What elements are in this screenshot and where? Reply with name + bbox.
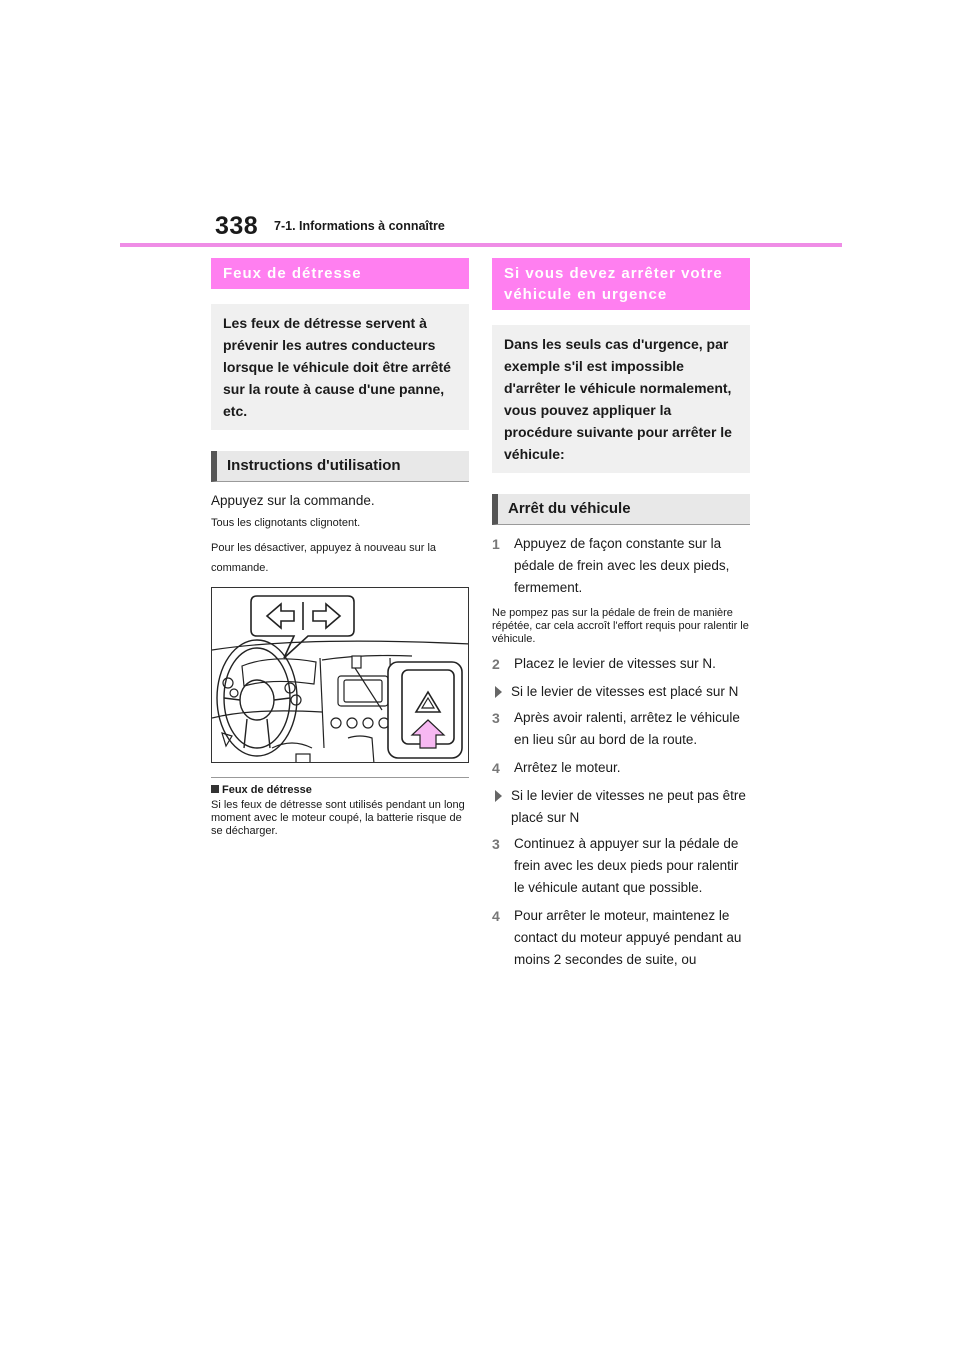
note-divider: [211, 777, 469, 778]
header-rule: [120, 243, 842, 247]
step-4b: [492, 905, 750, 971]
step-2: [492, 653, 750, 675]
condition-triangle-icon: [495, 686, 502, 698]
deactivate-text: Pour les désactiver, appuyez à nouveau sur la commande.: [211, 542, 437, 574]
note-square-icon: [211, 785, 219, 793]
emergency-section-title: Si vous devez arrêter votre véhicule en urgence: [492, 258, 750, 310]
stop-vehicle-title: Arrêt du véhicule: [492, 494, 750, 525]
blink-text: Tous les clignotants clignotent.: [211, 517, 361, 529]
step-number: 3: [492, 836, 500, 852]
hazard-section-title: Feux de détresse: [211, 258, 469, 289]
step-text: Placez le levier de vitesses sur N.: [514, 656, 716, 671]
condition-1: [492, 681, 750, 703]
instrument-cluster: [223, 659, 316, 705]
step-3b: [492, 833, 750, 899]
hazard-switch-illustration: [211, 587, 469, 763]
hazard-lead-box: Les feux de détresse servent à prévenir les autres conducteurs lorsque le véhicule doit être arrêté sur la route à cause d'une panne, etc.: [211, 304, 469, 430]
condition-text: Si le levier de vitesses ne peut pas être placé sur N: [511, 788, 746, 825]
press-text: Appuyez sur la commande.: [211, 493, 375, 508]
step-1-note: Ne pompez pas sur la pédale de frein de manière répétée, car cela accroît l'effort requis pour ralentir le véhicule.: [492, 607, 749, 645]
steering-wheel: [217, 640, 297, 756]
instructions-title: Instructions d'utilisation: [211, 451, 469, 482]
step-text: Pour arrêter le moteur, maintenez le contact du moteur appuyé pendant au moins 2 secondes de suite, ou: [514, 908, 742, 967]
step-text: Appuyez de façon constante sur la pédale de frein avec les deux pieds, fermement.: [514, 536, 730, 595]
step-text: Continuez à appuyer sur la pédale de frein avec les deux pieds pour ralentir le véhicule autant que possible.: [514, 836, 739, 895]
note-title-text: Feux de détresse: [222, 784, 312, 796]
note-text: Si les feux de détresse sont utilisés pendant un long moment avec le moteur coupé, la batterie risque de se décharger.: [211, 799, 465, 837]
step-4a: [492, 757, 750, 779]
condition-text: Si le levier de vitesses est placé sur N: [511, 684, 739, 699]
emergency-lead-box: Dans les seuls cas d'urgence, par exemple s'il est impossible d'arrêter le véhicule normalement, vous pouvez appliquer la procédure suivante pour arrêter le véhicule:: [492, 325, 750, 473]
step-3a: [492, 707, 750, 751]
right-column: [492, 258, 750, 971]
step-text: Arrêtez le moteur.: [514, 760, 621, 775]
step-number: 1: [492, 536, 500, 552]
dash-hazard-switch: [352, 656, 361, 668]
step-text: Après avoir ralenti, arrêtez le véhicule en lieu sûr au bord de la route.: [514, 710, 740, 747]
step-number: 4: [492, 908, 500, 924]
note-heading: [211, 784, 469, 797]
dashboard-drawing: [212, 588, 469, 763]
step-1: [492, 533, 750, 599]
hazard-switch-callout: [388, 662, 462, 758]
chapter-title: 7-1. Informations à connaître: [274, 219, 445, 233]
step-number: 2: [492, 656, 500, 672]
step-number: 4: [492, 760, 500, 776]
condition-triangle-icon: [495, 790, 502, 802]
page-number: 338: [215, 212, 259, 240]
turn-signal-arrows-icon: [251, 596, 354, 658]
left-column: [211, 258, 469, 838]
step-number: 3: [492, 710, 500, 726]
condition-2: [492, 785, 750, 829]
